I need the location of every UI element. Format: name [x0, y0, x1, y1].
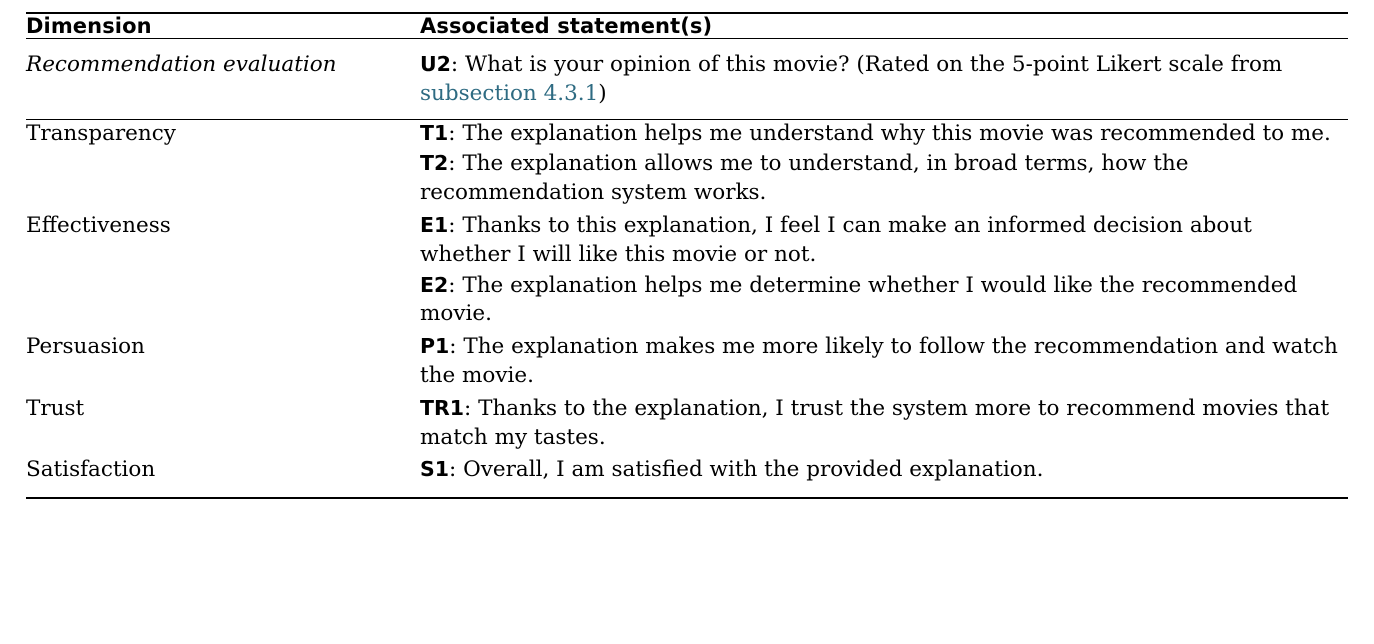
statement-code: S1: [420, 457, 450, 482]
statement-item: [420, 150, 1348, 208]
column-header-statements: Associated statement(s): [420, 13, 1348, 39]
statement-cell: [420, 395, 1348, 457]
dimension-label: Satisfaction: [26, 457, 156, 483]
dimension-label: Trust: [26, 395, 85, 421]
statement-cell: [420, 456, 1348, 498]
statement-item: [420, 120, 1348, 149]
statement-code: T1: [420, 120, 449, 145]
table-header-row: [26, 13, 1348, 39]
statement-text: : Overall, I am satisfied with the provided explanation.: [449, 457, 1044, 483]
column-header-dimension: Dimension: [26, 13, 420, 39]
statement-cell: [420, 119, 1348, 212]
dimension-label: Effectiveness: [26, 212, 171, 238]
statement-cell: [420, 212, 1348, 333]
statement-item: [420, 272, 1348, 330]
cross-reference-link[interactable]: subsection 4.3.1: [420, 80, 599, 106]
dimension-label: Transparency: [26, 119, 420, 212]
statement-code: U2: [420, 52, 451, 76]
table-row: [26, 333, 1348, 395]
table-row: [26, 119, 1348, 212]
statement-code: TR1: [420, 395, 465, 420]
statement-text: : Thanks to the explanation, I trust the system more to recommend movies that match my tastes.: [420, 395, 1330, 450]
statement-text: : The explanation helps me determine whether I would like the recommended movie.: [420, 272, 1298, 327]
statement-text: : The explanation allows me to understand, in broad terms, how the recommendation system works.: [420, 151, 1189, 206]
statement-item: [420, 395, 1348, 453]
table-row: [26, 395, 1348, 457]
statement-code: T2: [420, 151, 449, 176]
dimension-label: Persuasion: [26, 334, 145, 360]
bottom-rule-left: [26, 498, 420, 499]
statement-item: [420, 212, 1348, 270]
table-row: [26, 456, 1348, 498]
statement-item: [420, 51, 1348, 109]
statement-text-after-link: ): [598, 80, 607, 106]
bottom-rule-right: [420, 498, 1348, 499]
statement-code: E2: [420, 272, 449, 297]
statement-text: : The explanation helps me understand why this movie was recommended to me.: [448, 120, 1331, 146]
table-row: [26, 212, 1348, 333]
statement-text: : The explanation makes me more likely to follow the recommendation and watch the movie.: [420, 334, 1338, 388]
statement-cell: [420, 39, 1348, 120]
statement-item: [420, 456, 1348, 485]
dimension-label: Recommendation evaluation: [26, 39, 420, 120]
table-bottom-rule: [26, 498, 1348, 499]
table-row: [26, 39, 1348, 120]
statement-code: E1: [420, 212, 449, 237]
statement-cell: [420, 333, 1348, 395]
statement-item: [420, 333, 1348, 391]
statement-text: : Thanks to this explanation, I feel I can make an informed decision about whether I will like this movie or not.: [420, 212, 1252, 267]
statement-text-before-link: : What is your opinion of this movie? (Rated on the 5-point Likert scale from: [450, 52, 1283, 77]
questionnaire-table: [26, 12, 1348, 499]
statement-code: P1: [420, 334, 450, 359]
